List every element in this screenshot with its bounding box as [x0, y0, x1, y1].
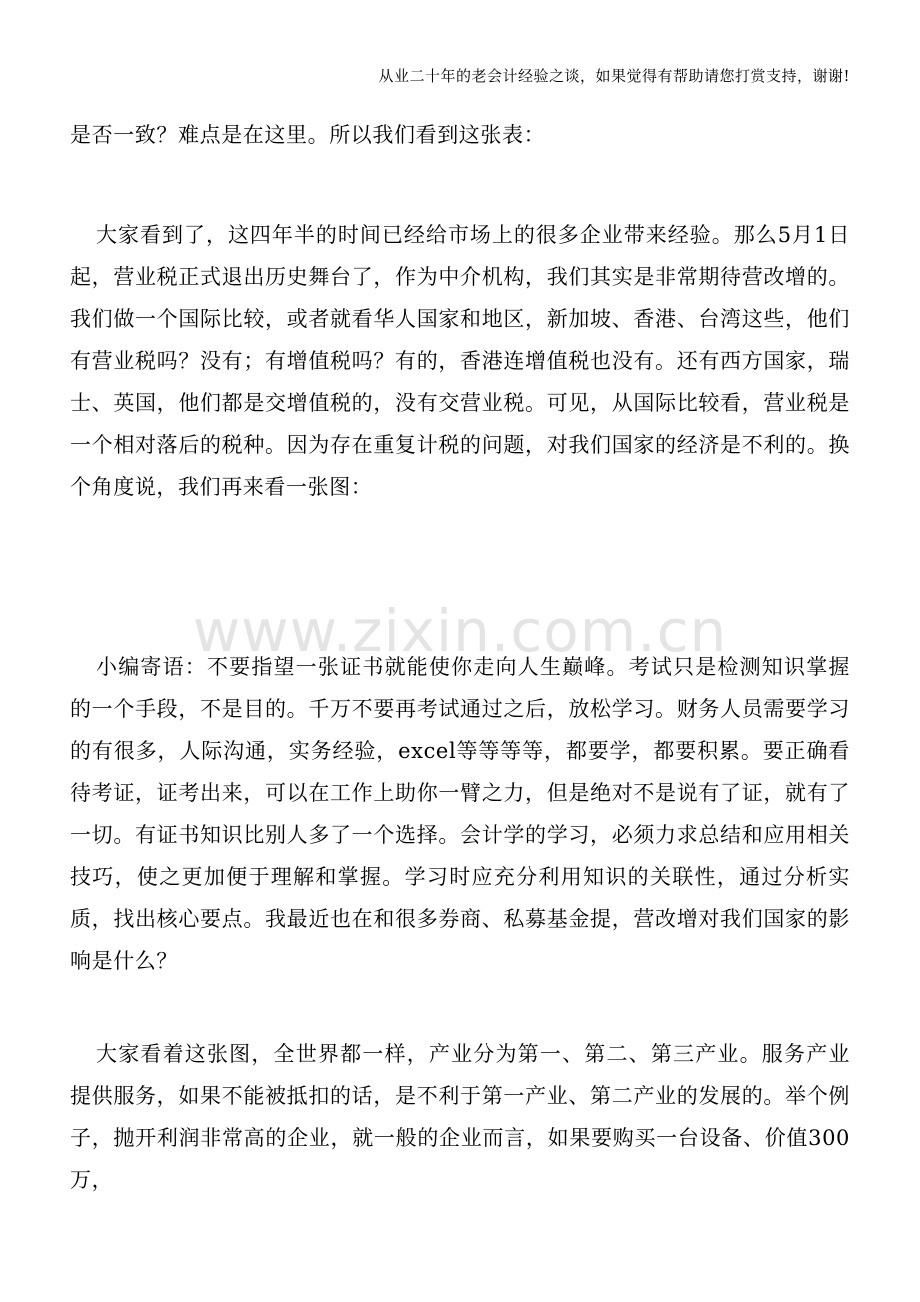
paragraph-1: 是否一致？难点是在这里。所以我们看到这张表：	[70, 123, 546, 147]
paragraph-3: 小编寄语：不要指望一张证书就能使你走向人生巅峰。考试只是检测知识掌握的一个手段，不是目的。千万不要再考试通过之后，放松学习。财务人员需要学习的有很多，人际沟通，实务经验，excel等等等等，都要学，都要积累。要正确看待考证，证考出来，可以在工作上助你一臂之力，但是绝对不是说有了证，就有了一切。有证书知识比别人多了一个选择。会计学的学习，必须力求总结和应用相关技巧，使之更加便于理解和掌握。学习时应充分利用知识的关联性，通过分析实质，找出核心要点。我最近也在和很多券商、私募基金提，营改增对我们国家的影响是什么？	[70, 655, 850, 973]
header-note: 从业二十年的老会计经验之谈，如果觉得有帮助请您打赏支持，谢谢!	[378, 67, 850, 85]
paragraph-2: 大家看到了，这四年半的时间已经给市场上的很多企业带来经验。那么5月1日起，营业税正式退出历史舞台了，作为中介机构，我们其实是非常期待营改增的。我们做一个国际比较，或者就看华人国家和地区，新加坡、香港、台湾这些，他们有营业税吗？没有；有增值税吗？有的，香港连增值税也没有。还有西方国家，瑞士、英国，他们都是交增值税的，没有交营业税。可见，从国际比较看，营业税是一个相对落后的税种。因为存在重复计税的问题，对我们国家的经济是不利的。换个角度说，我们再来看一张图：	[70, 223, 850, 499]
paragraph-4: 大家看着这张图，全世界都一样，产业分为第一、第二、第三产业。服务产业提供服务，如果不能被抵扣的话，是不利于第一产业、第二产业的发展的。举个例子，抛开利润非常高的企业，就一般的企业而言，如果要购买一台设备、价值300万，	[70, 1042, 850, 1192]
watermark: www.zixin.com.cn	[192, 597, 728, 665]
